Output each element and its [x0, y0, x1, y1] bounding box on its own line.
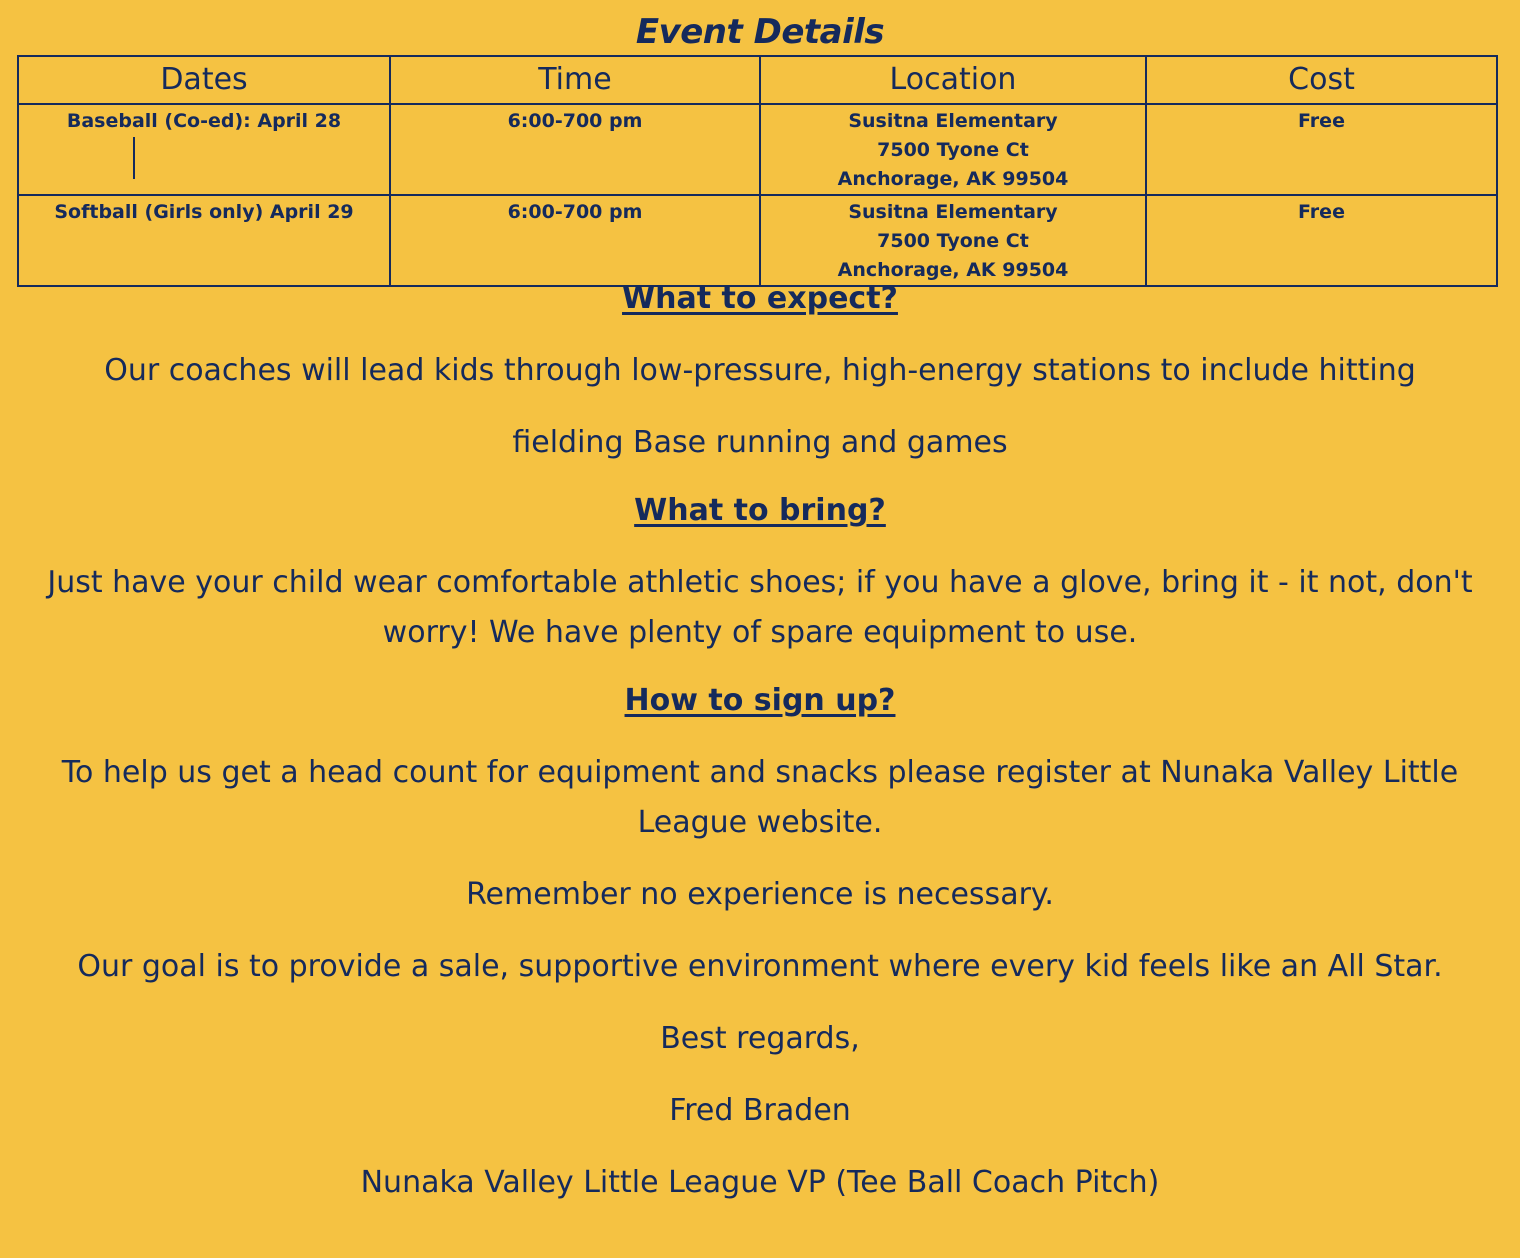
location-line: Anchorage, AK 99504 [837, 259, 1069, 281]
text-cursor-mark [133, 137, 135, 179]
row-cost: Free [1146, 195, 1497, 286]
signup-text: To help us get a head count for equipment and snacks please register at Nunaka Valley Little League website. [61, 755, 1459, 840]
location-line: Susitna Elementary [848, 201, 1058, 223]
bring-text: Just have your child wear comfortable athletic shoes; if you have a glove, bring it - it not, don't worry! We have plenty of spare equipment to use. [47, 565, 1473, 650]
location-line: Anchorage, AK 99504 [837, 168, 1069, 190]
header-time: Time [390, 56, 760, 104]
what-to-bring-heading: What to bring? [634, 493, 886, 528]
goal-text: Our goal is to provide a sale, supportive environment where every kid feels like an All Star. [77, 949, 1443, 984]
expect-text-line-2: fielding Base running and games [512, 425, 1008, 460]
row-dates-cell [18, 195, 390, 286]
how-to-sign-up-heading: How to sign up? [624, 683, 896, 718]
event-details-title: Event Details [635, 12, 885, 52]
what-to-expect-heading: What to expect? [622, 281, 898, 316]
header-dates: Dates [18, 56, 390, 104]
location-line: Susitna Elementary [848, 110, 1058, 132]
table-row [18, 195, 1497, 286]
header-cost: Cost [1146, 56, 1497, 104]
reminder-text: Remember no experience is necessary. [466, 877, 1054, 912]
row-dates: Baseball (Co-ed): April 28 [66, 110, 342, 132]
row-dates-cell [18, 104, 390, 195]
location-line: 7500 Tyone Ct [877, 139, 1029, 161]
letter-body [0, 278, 1520, 1208]
header-location: Location [760, 56, 1146, 104]
location-line: 7500 Tyone Ct [877, 230, 1029, 252]
row-cost: Free [1146, 104, 1497, 195]
row-location-cell [760, 104, 1146, 195]
row-location-cell [760, 195, 1146, 286]
expect-text-line-1: Our coaches will lead kids through low-pressure, high-energy stations to include hitting [104, 353, 1416, 388]
row-time: 6:00-700 pm [390, 195, 760, 286]
row-dates: Softball (Girls only) April 29 [54, 201, 354, 223]
table-header-row [18, 56, 1497, 104]
signature-role: Nunaka Valley Little League VP (Tee Ball Coach Pitch) [360, 1165, 1160, 1200]
closing-text: Best regards, [660, 1021, 860, 1056]
event-details-table [17, 55, 1498, 287]
table-row [18, 104, 1497, 195]
signature-name: Fred Braden [669, 1093, 851, 1128]
row-time: 6:00-700 pm [390, 104, 760, 195]
